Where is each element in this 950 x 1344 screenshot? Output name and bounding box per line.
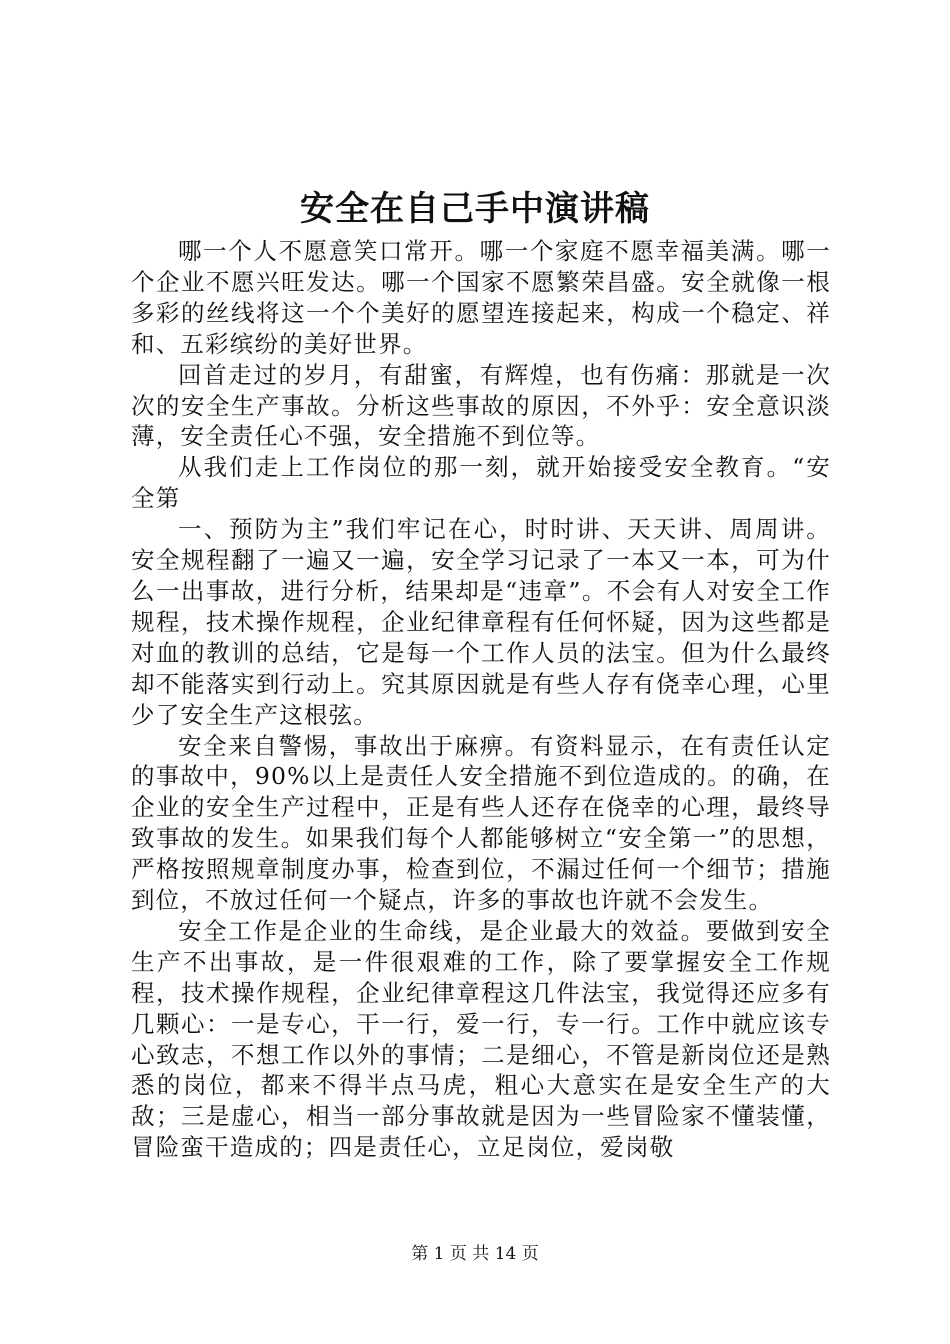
paragraph-5: 安全来自警惕，事故出于麻痹。有资料显示，在有责任认定的事故中，90%以上是责任人安全措施不到位造成的。的确，在企业的安全生产过程中，正是有些人还存在侥幸的心理，最终导致事故的发生。如果我们每个人都能够树立“安全第一”的思想，严格按照规章制度办事，检查到位，不漏过任何一个细节；措施到位，不放过任何一个疑点，许多的事故也许就不会发生。 (131, 731, 831, 915)
document-title: 安全在自己手中演讲稿 (300, 189, 650, 229)
page-footer: 第 1 页 共 14 页 (411, 1244, 539, 1264)
paragraph-4: 一、预防为主”我们牢记在心，时时讲、天天讲、周周讲。安全规程翻了一遍又一遍，安全学习记录了一本又一本，可为什么一出事故，进行分析，结果却是“违章”。不会有人对安全工作规程，技术操作规程，企业纪律章程有任何怀疑，因为这些都是对血的教训的总结，它是每一个工作人员的法宝。但为什么最终却不能落实到行动上。究其原因就是有些人存有侥幸心理，心里少了安全生产这根弦。 (131, 515, 831, 729)
document-body (131, 236, 831, 1163)
paragraph-3: 从我们走上工作岗位的那一刻，就开始接受安全教育。“安全第 (131, 453, 831, 513)
paragraph-6: 安全工作是企业的生命线，是企业最大的效益。要做到安全生产不出事故，是一件很艰难的工作，除了要掌握安全工作规程，技术操作规程，企业纪律章程这几件法宝，我觉得还应多有几颗心：一是专心，干一行，爱一行，专一行。工作中就应该专心致志，不想工作以外的事情；二是细心，不管是新岗位还是熟悉的岗位，都来不得半点马虎，粗心大意实在是安全生产的大敌；三是虚心，相当一部分事故就是因为一些冒险家不懂装懂，冒险蛮干造成的；四是责任心，立足岗位，爱岗敬 (131, 916, 831, 1162)
paragraph-1: 哪一个人不愿意笑口常开。哪一个家庭不愿幸福美满。哪一个企业不愿兴旺发达。哪一个国家不愿繁荣昌盛。安全就像一根多彩的丝线将这一个个美好的愿望连接起来，构成一个稳定、祥和、五彩缤纷的美好世界。 (131, 237, 831, 358)
paragraph-2: 回首走过的岁月，有甜蜜，有辉煌，也有伤痛：那就是一次次的安全生产事故。分析这些事故的原因，不外乎：安全意识淡薄，安全责任心不强，安全措施不到位等。 (131, 360, 831, 451)
